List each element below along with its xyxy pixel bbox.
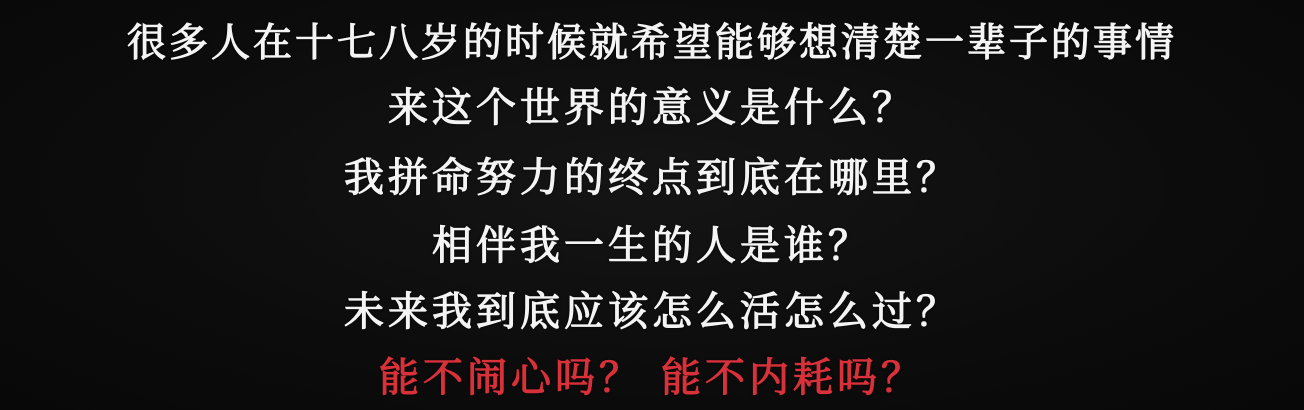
subtitle-line-3: 我拼命努力的终点到底在哪里？: [344, 155, 960, 201]
subtitle-line-4: 相伴我一生的人是谁？: [432, 223, 872, 269]
subtitle-line-2: 来这个世界的意义是什么？: [388, 85, 916, 131]
subtitle-line-highlight: 能不闹心吗？ 能不内耗吗？: [379, 355, 925, 401]
subtitle-line-1: 很多人在十七八岁的时候就希望能够想清楚一辈子的事情: [126, 21, 1177, 66]
subtitle-line-5: 未来我到底应该怎么活怎么过？: [344, 289, 960, 335]
